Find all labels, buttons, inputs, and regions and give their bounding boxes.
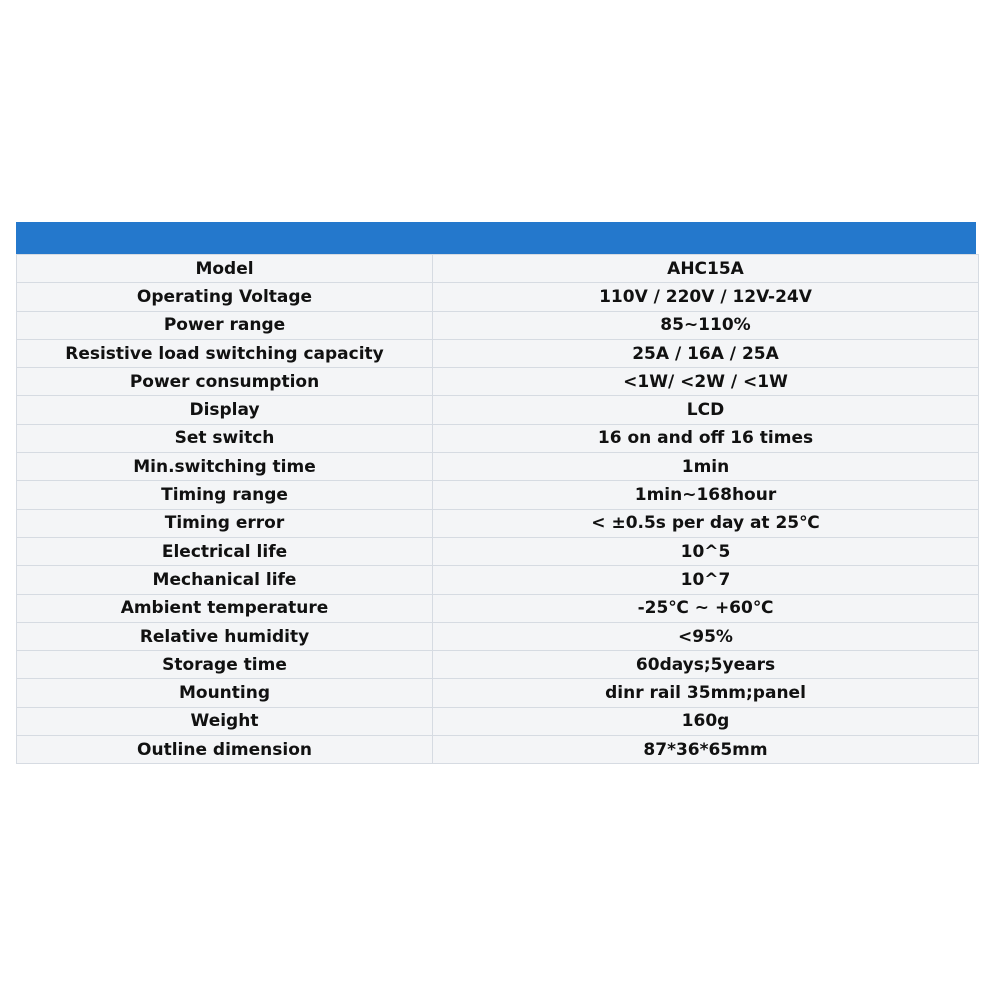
spec-value: 87*36*65mm bbox=[433, 736, 979, 764]
spec-value: <95% bbox=[433, 622, 979, 650]
spec-label: Ambient temperature bbox=[17, 594, 433, 622]
spec-value: <1W/ <2W / <1W bbox=[433, 368, 979, 396]
spec-value: 85~110% bbox=[433, 311, 979, 339]
spec-value: 16 on and off 16 times bbox=[433, 424, 979, 452]
spec-sheet bbox=[16, 222, 976, 764]
table-row bbox=[17, 509, 979, 537]
table-row bbox=[17, 255, 979, 283]
spec-value: 10^5 bbox=[433, 537, 979, 565]
spec-label: Timing error bbox=[17, 509, 433, 537]
spec-label: Power range bbox=[17, 311, 433, 339]
table-row bbox=[17, 537, 979, 565]
table-row bbox=[17, 622, 979, 650]
spec-table bbox=[16, 254, 979, 764]
table-row bbox=[17, 453, 979, 481]
table-row bbox=[17, 566, 979, 594]
spec-value: 60days;5years bbox=[433, 651, 979, 679]
spec-label: Outline dimension bbox=[17, 736, 433, 764]
spec-value: 25A / 16A / 25A bbox=[433, 339, 979, 367]
table-row bbox=[17, 679, 979, 707]
table-row bbox=[17, 311, 979, 339]
table-row bbox=[17, 424, 979, 452]
spec-value: 10^7 bbox=[433, 566, 979, 594]
table-row bbox=[17, 481, 979, 509]
spec-value: LCD bbox=[433, 396, 979, 424]
spec-value: 1min bbox=[433, 453, 979, 481]
spec-label: Min.switching time bbox=[17, 453, 433, 481]
table-row bbox=[17, 736, 979, 764]
spec-label: Relative humidity bbox=[17, 622, 433, 650]
spec-label: Mechanical life bbox=[17, 566, 433, 594]
table-row bbox=[17, 283, 979, 311]
table-row bbox=[17, 594, 979, 622]
spec-label: Timing range bbox=[17, 481, 433, 509]
table-row bbox=[17, 339, 979, 367]
spec-label: Storage time bbox=[17, 651, 433, 679]
table-header-bar bbox=[16, 222, 976, 254]
spec-label: Model bbox=[17, 255, 433, 283]
spec-value: < ±0.5s per day at 25℃ bbox=[433, 509, 979, 537]
spec-label: Set switch bbox=[17, 424, 433, 452]
spec-label: Mounting bbox=[17, 679, 433, 707]
spec-label: Weight bbox=[17, 707, 433, 735]
spec-label: Resistive load switching capacity bbox=[17, 339, 433, 367]
table-row bbox=[17, 707, 979, 735]
spec-value: 160g bbox=[433, 707, 979, 735]
spec-label: Power consumption bbox=[17, 368, 433, 396]
spec-value: -25℃ ~ +60℃ bbox=[433, 594, 979, 622]
table-row bbox=[17, 651, 979, 679]
spec-value: AHC15A bbox=[433, 255, 979, 283]
table-row bbox=[17, 368, 979, 396]
spec-value: 110V / 220V / 12V-24V bbox=[433, 283, 979, 311]
table-row bbox=[17, 396, 979, 424]
spec-value: dinr rail 35mm;panel bbox=[433, 679, 979, 707]
spec-value: 1min~168hour bbox=[433, 481, 979, 509]
spec-label: Display bbox=[17, 396, 433, 424]
spec-label: Electrical life bbox=[17, 537, 433, 565]
spec-label: Operating Voltage bbox=[17, 283, 433, 311]
